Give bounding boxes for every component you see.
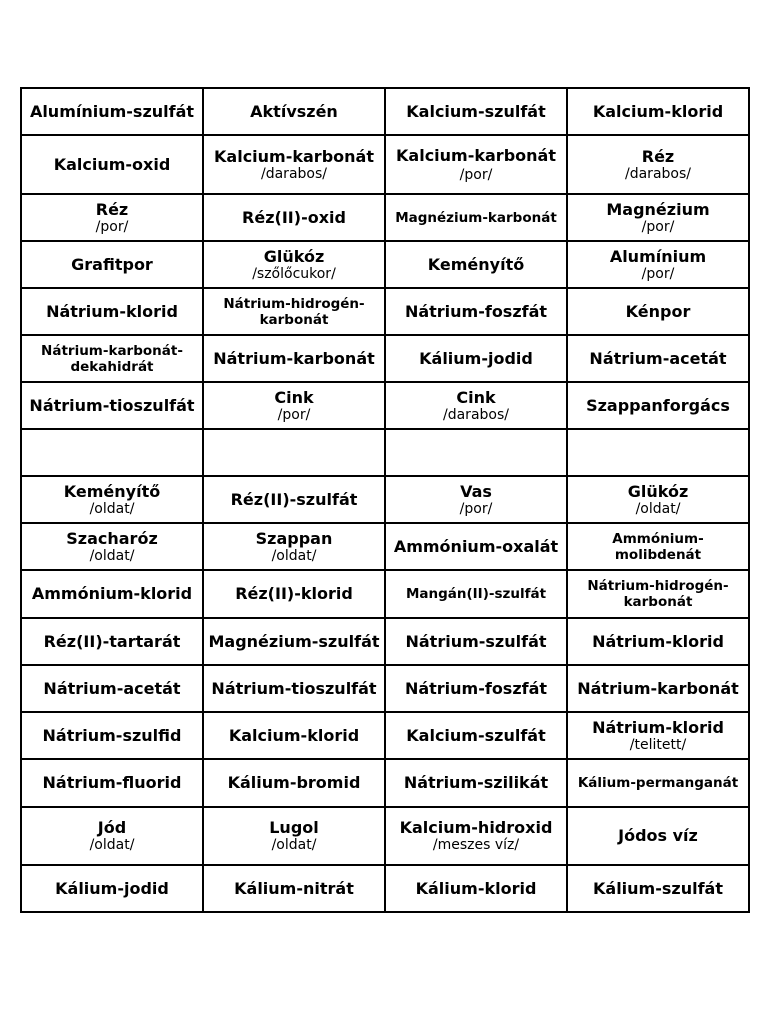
label-cell [567, 335, 749, 382]
substance-name: Magnézium-szulfát [208, 631, 380, 651]
chemical-label-table [20, 87, 750, 913]
table-row [21, 382, 749, 429]
substance-name: Nátrium-foszfát [404, 301, 548, 321]
label-cell [203, 382, 385, 429]
table-body [21, 88, 749, 912]
label-cell [385, 135, 567, 194]
substance-name: Nátrium-szilikát [403, 773, 549, 792]
substance-name: Alumínium [609, 246, 707, 266]
label-cell [385, 194, 567, 241]
substance-name: Nátrium-fluorid [42, 773, 182, 792]
table-row [21, 712, 749, 759]
substance-name: Jódos víz [618, 826, 698, 845]
substance-form: /por/ [95, 218, 129, 235]
substance-name: Kalcium-hidroxid [399, 818, 553, 837]
label-cell [203, 429, 385, 476]
substance-name: Ammónium-oxalát [393, 536, 559, 556]
substance-name: Kalcium-oxid [53, 154, 171, 174]
substance-name: Réz(II)-klorid [235, 584, 353, 603]
label-cell [385, 712, 567, 759]
substance-name: Nátrium-klorid [46, 301, 178, 321]
label-cell [21, 241, 203, 288]
substance-name: Réz(II)-szulfát [230, 489, 358, 509]
label-cell [21, 382, 203, 429]
substance-form: /telitett/ [629, 736, 687, 753]
table-row [21, 135, 749, 194]
label-cell [21, 759, 203, 807]
table-row [21, 665, 749, 712]
substance-form: /por/ [641, 218, 675, 235]
label-cell [21, 665, 203, 712]
substance-name: Nátrium-tioszulfát [211, 678, 377, 698]
substance-name: Réz(II)-tartarát [43, 631, 181, 651]
substance-name: Ammónium-molibdenát [612, 530, 704, 563]
substance-form: /por/ [277, 406, 311, 423]
label-cell [21, 429, 203, 476]
substance-name: Kálium-nitrát [234, 878, 354, 898]
table-row [21, 570, 749, 618]
substance-name: Nátrium-szulfát [405, 631, 547, 651]
label-cell [567, 570, 749, 618]
substance-form: /por/ [459, 166, 493, 183]
substance-name: Kénpor [625, 301, 691, 321]
label-cell [203, 759, 385, 807]
substance-name: Alumínium-szulfát [29, 101, 195, 121]
label-cell [385, 382, 567, 429]
substance-name: Szappanforgács [586, 395, 730, 415]
label-cell [203, 335, 385, 382]
substance-name: Kalcium-szulfát [406, 725, 546, 745]
substance-form: /por/ [641, 265, 675, 282]
substance-form: /oldat/ [271, 547, 317, 564]
substance-name: Nátrium-hidrogén-karbonát [223, 295, 365, 328]
label-cell [21, 476, 203, 523]
label-cell [203, 88, 385, 135]
label-cell [567, 241, 749, 288]
label-cell [21, 135, 203, 194]
label-cell [385, 88, 567, 135]
table-row [21, 618, 749, 665]
substance-form: /oldat/ [89, 547, 135, 564]
substance-name: Kálium-jodid [55, 878, 169, 898]
label-cell [203, 865, 385, 912]
table-row [21, 88, 749, 135]
label-cell [385, 429, 567, 476]
substance-name: Magnézium [606, 199, 710, 219]
label-cell [567, 523, 749, 570]
label-cell [567, 135, 749, 194]
label-cell [203, 135, 385, 194]
label-cell [385, 807, 567, 865]
substance-name: Kálium-szulfát [593, 878, 723, 898]
label-cell [385, 665, 567, 712]
label-cell [203, 194, 385, 241]
substance-name: Cink [274, 387, 314, 407]
table-row [21, 194, 749, 241]
label-cell [385, 523, 567, 570]
table-row [21, 523, 749, 570]
substance-form: /oldat/ [635, 500, 681, 517]
substance-form: /szőlőcukor/ [252, 265, 336, 282]
label-cell [203, 712, 385, 759]
substance-name: Magnézium-karbonát [395, 209, 557, 226]
substance-name: Kálium-jodid [419, 348, 533, 368]
label-cell [385, 865, 567, 912]
label-cell [21, 523, 203, 570]
label-cell [203, 241, 385, 288]
label-cell [21, 712, 203, 759]
substance-name: Mangán(II)-szulfát [405, 586, 547, 602]
table-row [21, 476, 749, 523]
label-cell [21, 288, 203, 335]
substance-form: /darabos/ [443, 406, 509, 423]
table-row [21, 429, 749, 476]
label-cell [21, 865, 203, 912]
label-cell [567, 194, 749, 241]
label-cell [203, 618, 385, 665]
label-cell [567, 382, 749, 429]
substance-name: Keményítő [63, 481, 161, 501]
substance-name: Nátrium-acetát [43, 678, 181, 698]
substance-name: Nátrium-hidrogén-karbonát [587, 578, 729, 610]
label-cell [567, 429, 749, 476]
substance-name: Vas [460, 481, 492, 501]
label-cell [203, 807, 385, 865]
substance-name: Nátrium-karbonát [577, 678, 739, 698]
substance-name: Glükóz [263, 246, 325, 266]
label-cell [567, 88, 749, 135]
substance-form: /darabos/ [625, 165, 691, 182]
substance-name: Szacharóz [66, 528, 158, 548]
label-cell [385, 241, 567, 288]
label-cell [203, 523, 385, 570]
substance-name: Jód [97, 818, 127, 837]
table-row [21, 241, 749, 288]
label-cell [21, 88, 203, 135]
label-cell [567, 288, 749, 335]
substance-form: /oldat/ [89, 837, 135, 853]
label-cell [203, 570, 385, 618]
substance-name: Szappan [255, 528, 333, 548]
substance-name: Kalcium-klorid [592, 101, 724, 121]
label-cell [21, 335, 203, 382]
substance-form: /oldat/ [89, 500, 135, 517]
label-cell [567, 618, 749, 665]
substance-name: Kalcium-karbonát [214, 146, 374, 166]
label-cell [203, 476, 385, 523]
label-cell [21, 570, 203, 618]
label-cell [385, 759, 567, 807]
substance-name: Cink [456, 387, 496, 407]
label-cell [567, 865, 749, 912]
substance-name: Nátrium-acetát [589, 348, 727, 368]
substance-name: Aktívszén [250, 101, 338, 121]
table-row [21, 759, 749, 807]
substance-form: /meszes víz/ [432, 837, 520, 853]
substance-name: Nátrium-tioszulfát [29, 395, 195, 415]
substance-name: Lugol [269, 818, 319, 837]
label-cell [385, 570, 567, 618]
substance-name: Nátrium-karbonát [213, 348, 375, 368]
substance-name: Réz [95, 199, 129, 219]
substance-form: /darabos/ [261, 165, 327, 182]
substance-name: Kálium-bromid [227, 773, 361, 792]
label-cell [567, 665, 749, 712]
substance-name: Kálium-klorid [415, 878, 537, 898]
label-cell [21, 807, 203, 865]
substance-name: Kalcium-szulfát [406, 101, 546, 121]
substance-name: Keményítő [427, 254, 525, 274]
substance-name: Nátrium-klorid [592, 717, 724, 737]
substance-name: Grafitpor [71, 254, 153, 274]
label-cell [385, 288, 567, 335]
substance-name: Réz [641, 146, 675, 166]
substance-name: Réz(II)-oxid [242, 207, 346, 227]
label-cell [21, 194, 203, 241]
table-row [21, 807, 749, 865]
label-cell [567, 476, 749, 523]
substance-name: Kalcium-klorid [228, 725, 360, 745]
table-row [21, 288, 749, 335]
substance-form: /oldat/ [271, 837, 317, 853]
substance-name: Kálium-permanganát [577, 775, 739, 791]
label-cell [567, 712, 749, 759]
table-row [21, 865, 749, 912]
table-row [21, 335, 749, 382]
label-cell [385, 618, 567, 665]
substance-form: /por/ [459, 500, 493, 517]
substance-name: Kalcium-karbonát [396, 145, 556, 165]
substance-name: Glükóz [627, 481, 689, 501]
label-cell [567, 759, 749, 807]
label-cell [385, 476, 567, 523]
substance-name: Nátrium-klorid [592, 631, 724, 651]
label-cell [203, 288, 385, 335]
substance-name: Nátrium-foszfát [404, 678, 548, 698]
label-cell [203, 665, 385, 712]
label-cell [385, 335, 567, 382]
substance-name: Ammónium-klorid [31, 584, 193, 603]
label-cell [21, 618, 203, 665]
substance-name: Nátrium-szulfid [42, 725, 182, 745]
label-cell [567, 807, 749, 865]
substance-name: Nátrium-karbonát-dekahidrát [41, 342, 183, 375]
